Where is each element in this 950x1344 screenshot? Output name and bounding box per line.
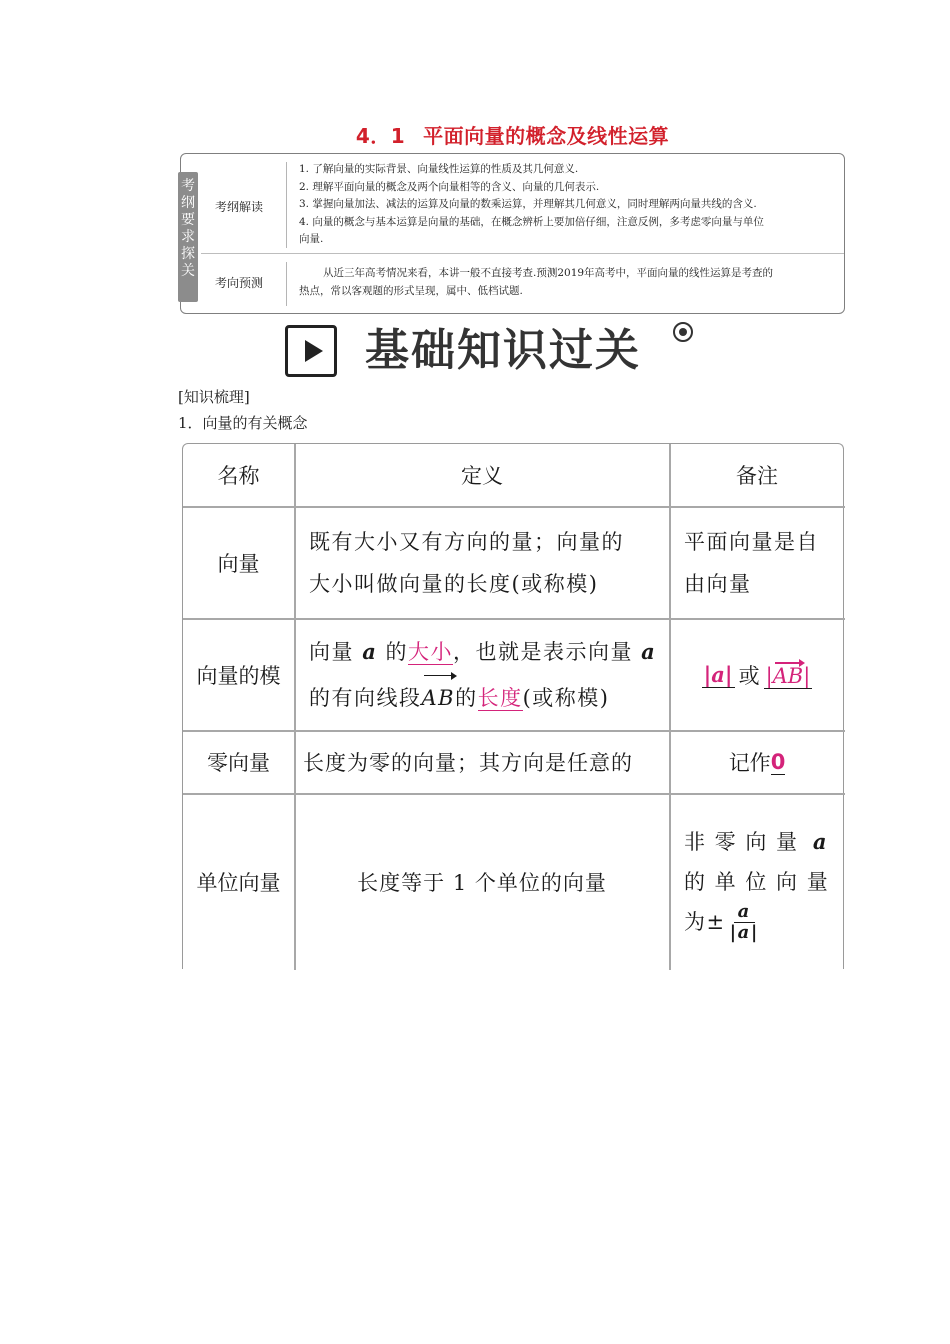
def-line: 大小叫做向量的长度(或称模) (309, 571, 599, 596)
side-tab-char: 求 (181, 229, 195, 245)
note-text: 为± (684, 910, 726, 934)
banner-text: 基础知识过关 (365, 325, 641, 376)
fraction-denominator: |a| (729, 921, 759, 943)
note-line: 的 单 位 向 量 (684, 869, 830, 894)
def-text: 向量 (309, 639, 354, 664)
note-line: 非 零 向 量 (684, 829, 799, 854)
abs-bar: | (803, 664, 811, 688)
play-icon (285, 325, 337, 377)
side-tab-char: 关 (181, 263, 195, 279)
vector-variable: a (812, 828, 828, 854)
vector-ab: AB (422, 673, 456, 719)
table-row-definition (295, 619, 669, 730)
side-tab (178, 172, 198, 302)
exam-outline-list (299, 161, 839, 249)
fill-blank-answer: 长度 (477, 685, 523, 710)
list-item: 1. 了解向量的实际背景、向量线性运算的性质及其几何意义. (299, 163, 579, 175)
def-text: 的 (455, 685, 478, 710)
section-banner (285, 325, 705, 381)
target-icon (673, 322, 693, 342)
list-item: 3. 掌握向量加法、减法的运算及向量的数乘运算，并理解其几何意义，同时理解两向量共线的含义. (299, 198, 757, 210)
exam-outline-label: 考纲解读 (215, 200, 264, 214)
table-row-name: 向量的模 (196, 663, 281, 688)
table-header-note: 备注 (736, 464, 778, 488)
table-row-note (670, 731, 844, 793)
table-header-definition: 定义 (461, 464, 503, 488)
table-row-name: 单位向量 (196, 871, 281, 895)
vector-ab: AB (773, 660, 804, 688)
section-label: [知识梳理] (178, 388, 250, 406)
vector-variable: a (362, 638, 378, 664)
def-text: ，也就是表示向量 (452, 639, 633, 664)
list-item: 4. 向量的概念与基本运算是向量的基础，在概念辨析上要加倍仔细，注意反例，多考虑零向量与单位 (299, 215, 764, 228)
title-text: 平面向量的概念及线性运算 (423, 124, 670, 148)
note-line: 平面向量是自 (684, 529, 819, 554)
list-item: 2. 理解平面向量的概念及两个向量相等的含义、向量的几何表示. (299, 180, 600, 193)
list-item: 向量. (299, 233, 324, 245)
def-text: 的有向线段 (309, 685, 422, 710)
note-text: 记作 (728, 751, 771, 775)
exam-requirements-box (180, 153, 845, 314)
divider (286, 262, 287, 306)
fill-blank-answer: 大小 (407, 639, 453, 664)
exam-forecast-label: 考向预测 (215, 276, 264, 290)
concept-table (182, 443, 844, 969)
side-tab-char: 纲 (181, 195, 195, 211)
unit-vector-fraction (730, 902, 759, 943)
zero-vector-symbol: 0 (770, 749, 786, 774)
vector-variable: a (641, 638, 657, 664)
def-text: (或称模) (522, 685, 610, 710)
table-row-note (670, 507, 844, 618)
def-text: 长度等于 1 个单位的向量 (357, 871, 607, 895)
magnitude-ab (764, 660, 813, 689)
forecast-line: 从近三年高考情况来看，本讲一般不直接考查.预测2019年高考中，平面向量的线性运算是考查的 (323, 267, 774, 279)
forecast-line: 热点，常以客观题的形式呈现，属中、低档试题. (299, 285, 523, 297)
side-tab-char: 考 (181, 178, 195, 194)
section-number: 4．1 (355, 124, 406, 148)
sub-heading: 1．向量的有关概念 (178, 414, 308, 432)
table-row-definition (295, 731, 669, 793)
fraction-numerator: a (734, 902, 755, 923)
note-text: 或 (738, 663, 760, 688)
table-row-definition (295, 794, 669, 970)
note-line: 由向量 (684, 571, 752, 596)
magnitude-a: |a| (703, 661, 733, 687)
table-header-name: 名称 (217, 464, 260, 488)
table-row-name: 向量 (217, 551, 260, 576)
table-row-note (670, 794, 844, 970)
table-row-note (670, 619, 844, 730)
abs-bar: | (765, 664, 773, 688)
divider (286, 162, 287, 248)
side-tab-char: 要 (181, 212, 195, 228)
page-title (180, 120, 845, 149)
side-tab-char: 探 (181, 246, 195, 262)
exam-forecast-text (299, 264, 839, 300)
def-text: 长度为零的向量；其方向是任意的 (303, 751, 633, 775)
table-row-definition (295, 507, 669, 618)
table-row-name: 零向量 (207, 751, 270, 775)
def-line: 既有大小又有方向的量；向量的 (309, 529, 624, 554)
def-text: 的 (385, 639, 408, 664)
divider (201, 253, 844, 254)
